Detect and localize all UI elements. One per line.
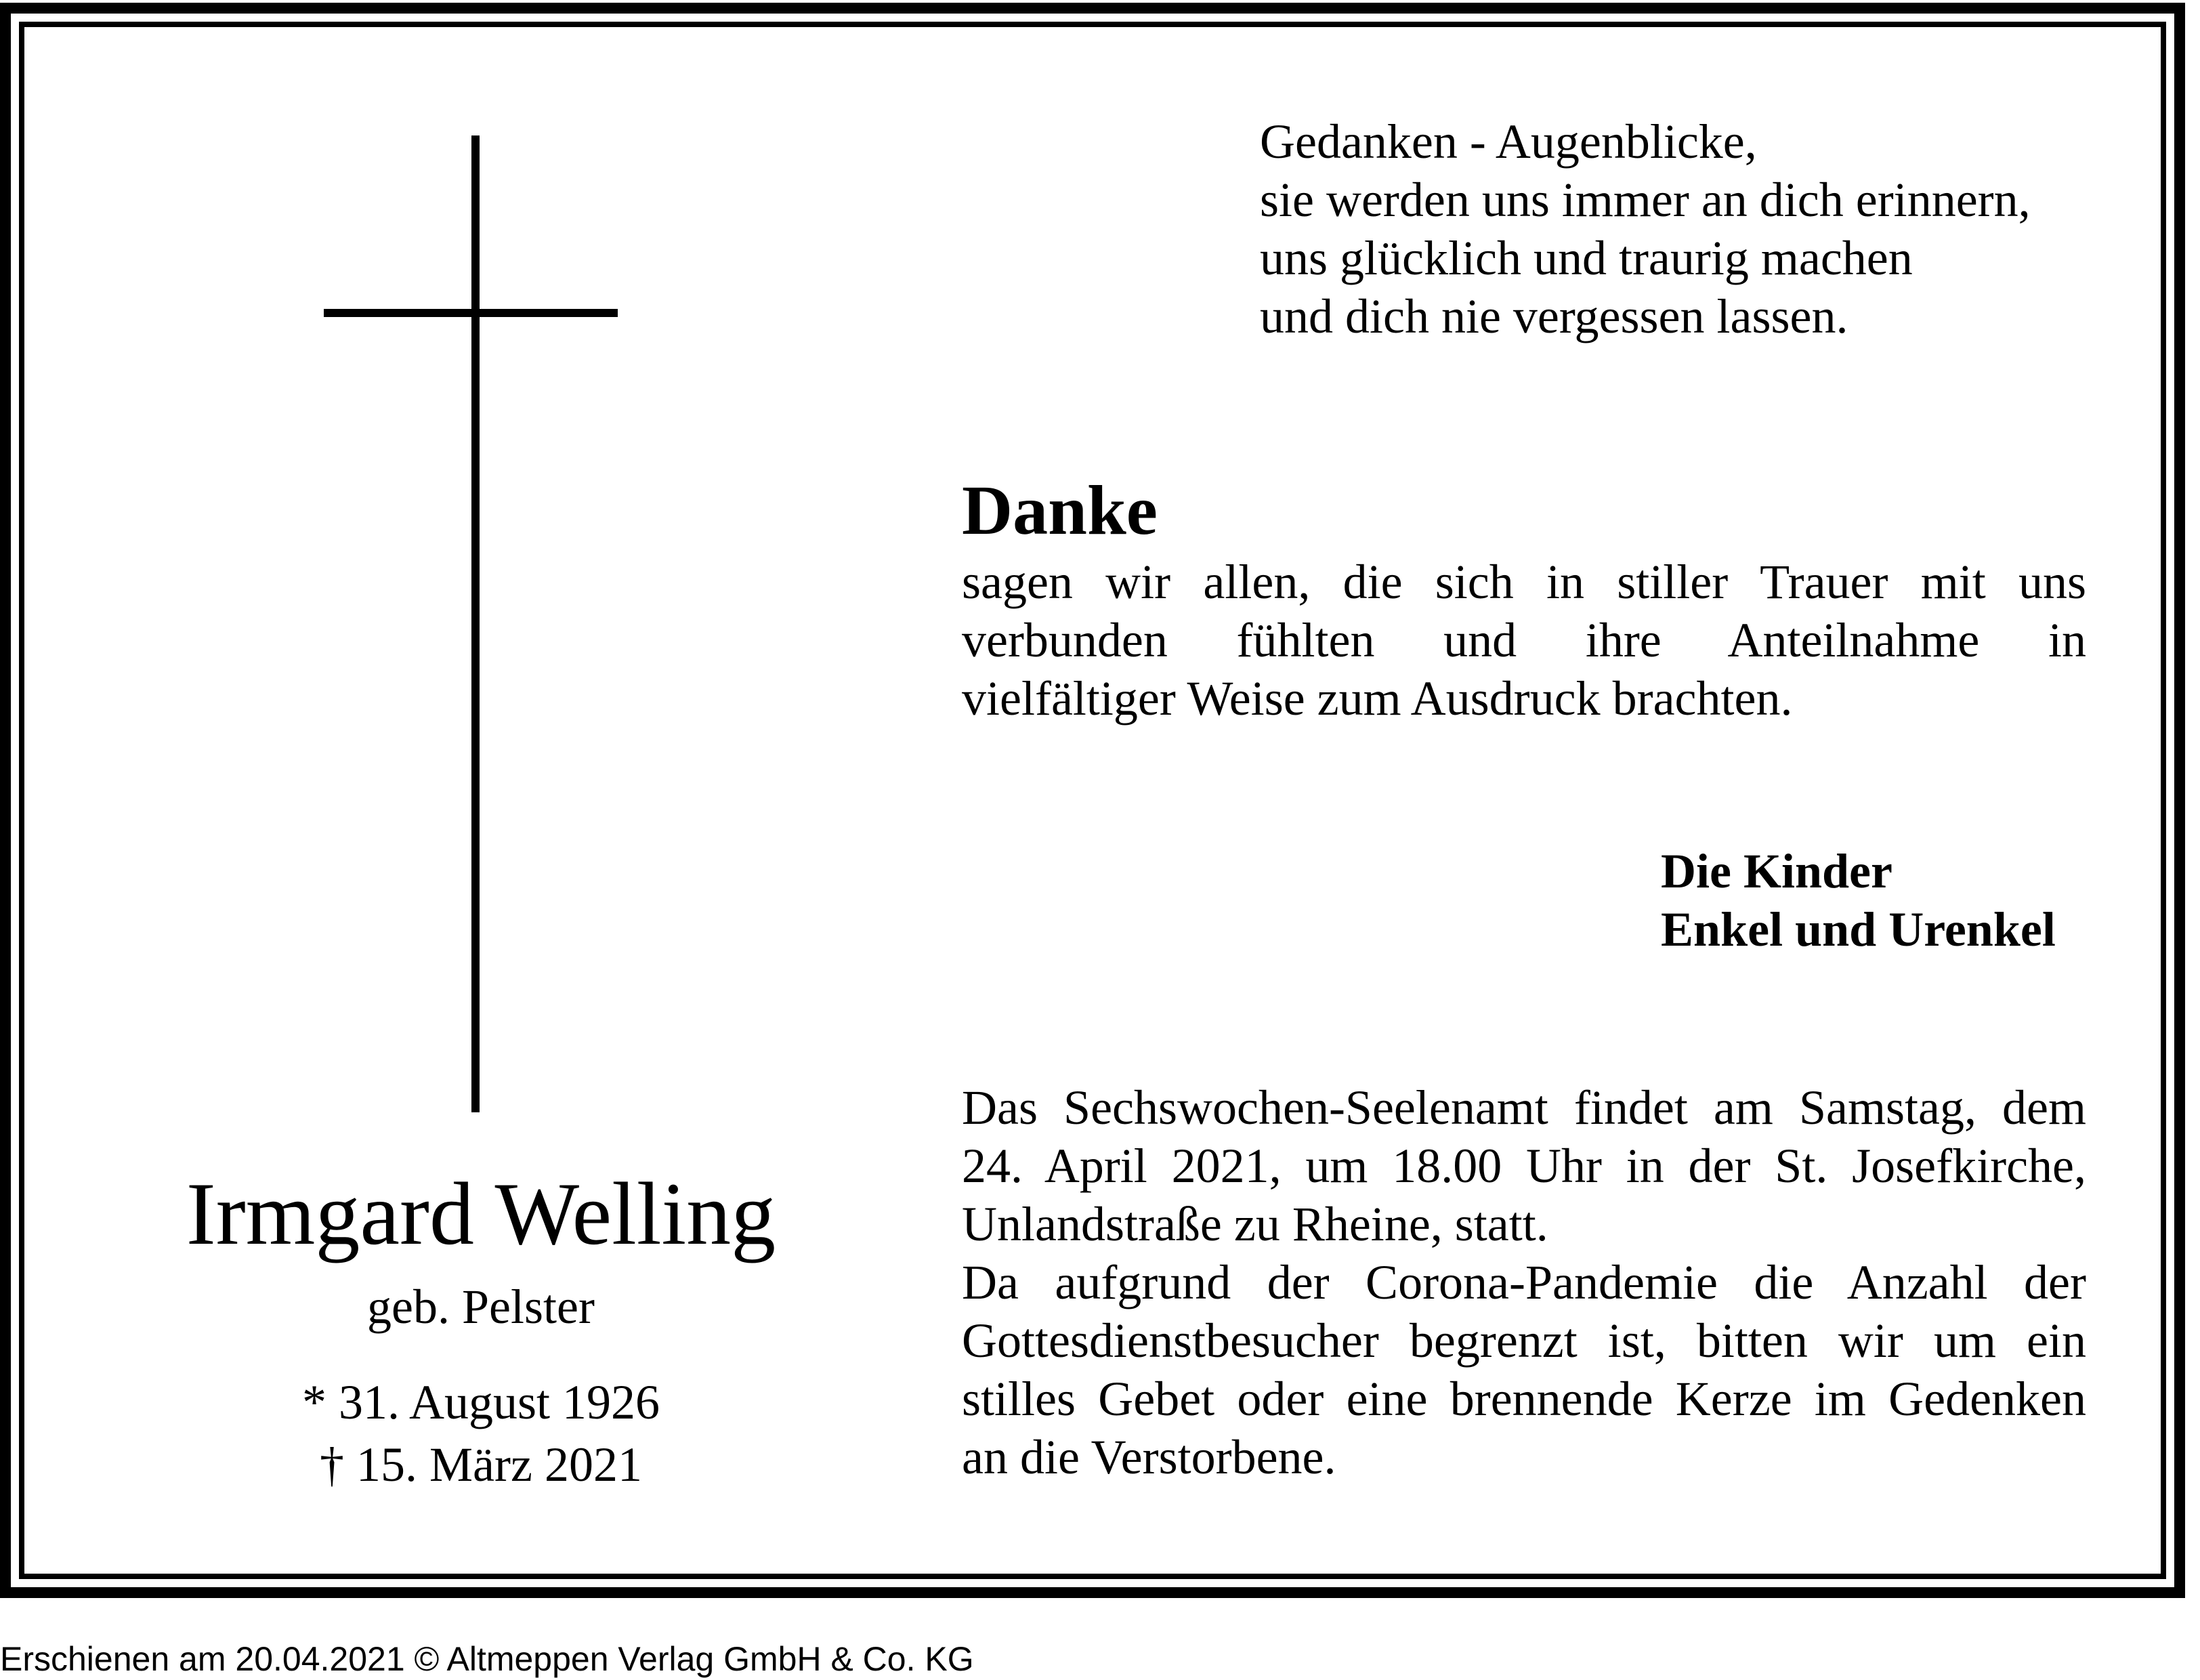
- notice-line: stilles Gebet oder eine brennende Kerze im Gedenken: [962, 1372, 2086, 1426]
- signature-line: Enkel und Urenkel: [1661, 902, 2056, 957]
- signature: [1661, 842, 2056, 959]
- poem-line: Gedanken - Augenblicke,: [1260, 114, 1757, 169]
- poem: [1260, 112, 2031, 345]
- life-dates: [142, 1371, 820, 1496]
- thanks-line: vielfältiger Weise zum Ausdruck brachten.: [962, 671, 1793, 726]
- notice-line: 24. April 2021, um 18.00 Uhr in der St. Josefkirche,: [962, 1139, 2086, 1193]
- death-date: † 15. März 2021: [320, 1437, 642, 1492]
- notice-line: Da aufgrund der Corona-Pandemie die Anzahl der: [962, 1255, 2086, 1309]
- thanks-heading: Danke: [962, 471, 1158, 549]
- notice-line: Das Sechswochen-Seelenamt findet am Samstag, dem: [962, 1080, 2086, 1135]
- notice-line: Gottesdienstbesucher begrenzt ist, bitten wir um ein: [962, 1314, 2086, 1368]
- thanks-text: [962, 553, 2086, 728]
- poem-line: und dich nie vergessen lassen.: [1260, 289, 1848, 343]
- thanks-line: verbunden fühlten und ihre Anteilnahme in: [962, 613, 2086, 667]
- cross-vertical-bar: [471, 135, 480, 1112]
- poem-line: uns glücklich und traurig machen: [1260, 231, 1913, 285]
- poem-line: sie werden uns immer an dich erinnern,: [1260, 173, 2031, 227]
- birth-date: * 31. August 1926: [301, 1375, 660, 1429]
- cross-horizontal-bar: [324, 309, 618, 317]
- deceased-name: Irmgard Welling: [186, 1164, 776, 1263]
- thanks-line: sagen wir allen, die sich in stiller Trauer mit uns: [962, 555, 2086, 609]
- maiden-name: geb. Pelster: [367, 1280, 595, 1334]
- notice-line: Unlandstraße zu Rheine, statt.: [962, 1197, 1548, 1251]
- signature-line: Die Kinder: [1661, 844, 1892, 898]
- notice-line: an die Verstorbene.: [962, 1430, 1336, 1484]
- publication-footer: Erschienen am 20.04.2021 © Altmeppen Verlag GmbH & Co. KG: [0, 1640, 974, 1678]
- memorial-service-notice: [962, 1078, 2086, 1486]
